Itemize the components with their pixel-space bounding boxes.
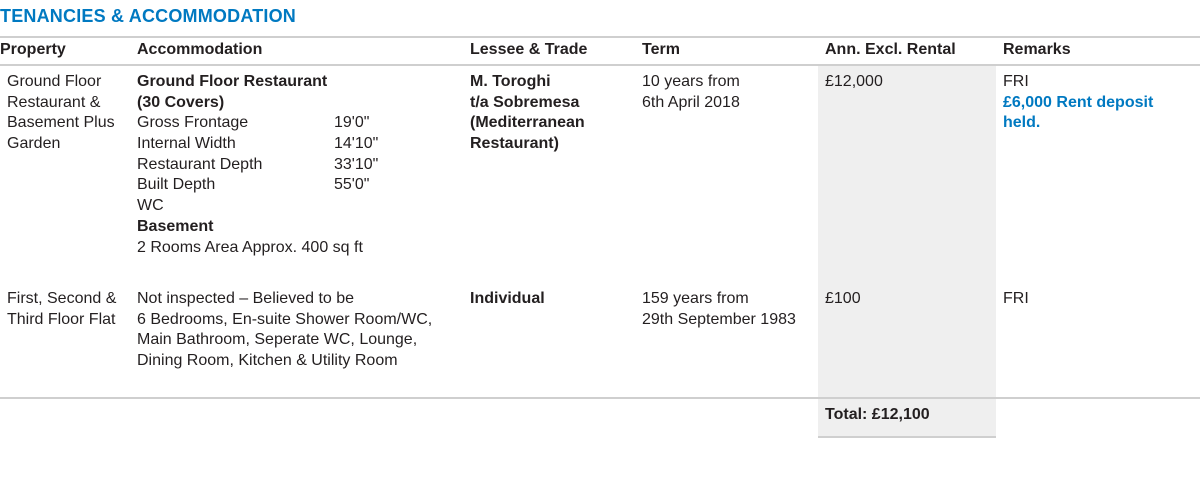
table-row-2-rental: £100 — [825, 290, 861, 307]
dimension-row — [137, 155, 467, 176]
table-row-1-rental: £12,000 — [825, 73, 883, 90]
property-line: Ground Floor — [7, 73, 102, 90]
accommodation-line: Dining Room, Kitchen & Utility Room — [137, 352, 398, 370]
table-row-1-accommodation — [137, 72, 467, 258]
dimension-row — [137, 175, 467, 196]
wc-line: WC — [137, 197, 164, 215]
section-title: TENANCIES & ACCOMMODATION — [0, 6, 296, 26]
term-line: 10 years from — [642, 73, 740, 90]
header-top-rule — [0, 36, 1200, 38]
column-header-rental: Ann. Excl. Rental — [825, 41, 956, 58]
table-row-2-lessee — [470, 289, 545, 310]
rental-column-shade — [818, 66, 996, 397]
column-header-accommodation: Accommodation — [137, 41, 263, 58]
lessee-line: M. Toroghi — [470, 73, 551, 90]
accommodation-line: Main Bathroom, Seperate WC, Lounge, — [137, 331, 418, 349]
total-underline — [818, 436, 996, 438]
property-line: Restaurant & — [7, 93, 101, 111]
accommodation-line: 6 Bedrooms, En-suite Shower Room/WC, — [137, 310, 433, 328]
basement-text: 2 Rooms Area Approx. 400 sq ft — [137, 238, 363, 256]
dimension-row — [137, 134, 467, 155]
table-row-2-accommodation — [137, 289, 432, 372]
accommodation-line: Not inspected – Believed to be — [137, 290, 355, 307]
dimension-value: 19'0" — [334, 114, 370, 132]
dimension-label: Built Depth — [137, 176, 216, 194]
table-row-2-remarks — [1003, 289, 1029, 310]
column-header-lessee: Lessee & Trade — [470, 41, 588, 58]
term-line: 29th September 1983 — [642, 310, 796, 328]
table-row-2-property — [7, 289, 116, 330]
term-line: 6th April 2018 — [642, 93, 740, 111]
property-line: Garden — [7, 135, 61, 153]
lessee-line: Individual — [470, 290, 545, 307]
rental-total: Total: £12,100 — [825, 406, 930, 423]
header-bottom-rule — [0, 64, 1200, 66]
accommodation-heading: (30 Covers) — [137, 93, 225, 111]
table-row-1-term — [642, 72, 740, 113]
lessee-line: t/a Sobremesa — [470, 93, 580, 111]
property-line: Basement Plus — [7, 114, 115, 132]
table-row-1-lessee — [470, 72, 585, 155]
remarks-highlight: £6,000 Rent deposit — [1003, 93, 1154, 111]
basement-heading: Basement — [137, 217, 214, 235]
dimension-value: 14'10" — [334, 135, 379, 153]
table-row-1-property — [7, 72, 115, 155]
remarks-text: FRI — [1003, 290, 1029, 307]
accommodation-heading: Ground Floor Restaurant — [137, 73, 328, 90]
lessee-line: (Mediterranean — [470, 114, 585, 132]
lessee-line: Restaurant) — [470, 135, 559, 153]
dimension-label: Internal Width — [137, 135, 236, 153]
remarks-text: FRI — [1003, 73, 1029, 90]
table-row-2-term — [642, 289, 796, 330]
dimension-label: Restaurant Depth — [137, 155, 263, 173]
table-row-1-remarks — [1003, 72, 1153, 134]
term-line: 159 years from — [642, 290, 749, 307]
remarks-highlight: held. — [1003, 114, 1041, 132]
column-header-remarks: Remarks — [1003, 41, 1071, 58]
row-divider — [0, 397, 1200, 399]
column-header-property: Property — [0, 41, 66, 58]
property-line: Third Floor Flat — [7, 310, 116, 328]
dimension-value: 55'0" — [334, 176, 370, 194]
dimension-label: Gross Frontage — [137, 114, 249, 132]
property-line: First, Second & — [7, 290, 117, 307]
dimension-row — [137, 113, 467, 134]
column-header-term: Term — [642, 41, 680, 58]
dimension-value: 33'10" — [334, 155, 379, 173]
